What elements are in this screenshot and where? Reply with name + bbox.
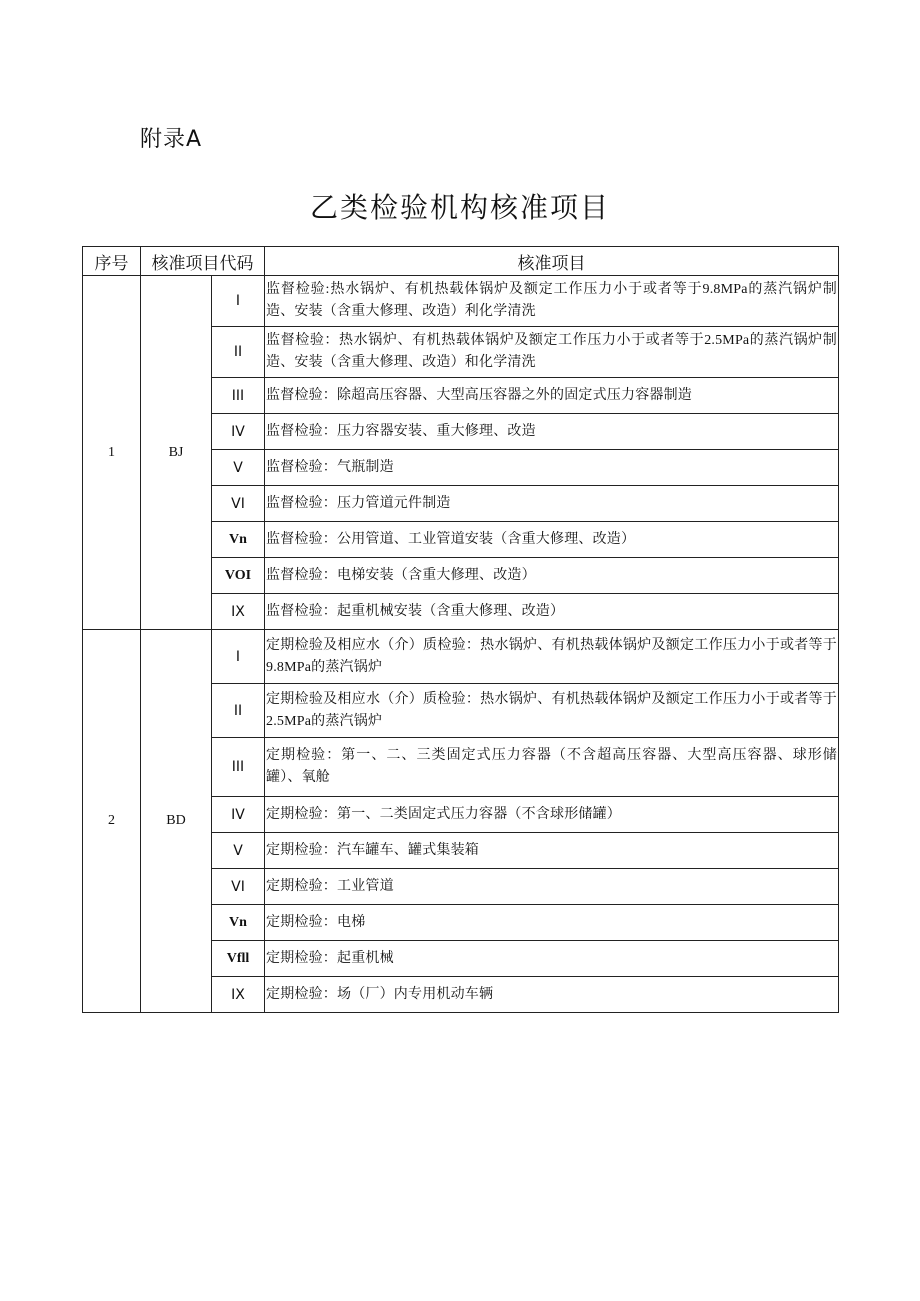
- sub-code: III: [212, 738, 265, 797]
- item-text: 监督检验：压力管道元件制造: [265, 486, 839, 522]
- item-text: 监督检验：热水锅炉、有机热载体锅炉及额定工作压力小于或者等于2.5MPa的蒸汽锅炉制造、安装（含重大修理、改造）和化学清洗: [265, 327, 839, 378]
- item-text: 定期检验：第一、二、三类固定式压力容器（不含超高压容器、大型高压容器、球形储罐）、氧舱: [265, 738, 839, 797]
- item-text: 定期检验及相应水（介）质检验：热水锅炉、有机热载体锅炉及额定工作压力小于或者等于9.8MPa的蒸汽锅炉: [265, 630, 839, 684]
- item-text: 定期检验：起重机械: [265, 941, 839, 977]
- sub-code: I: [212, 276, 265, 327]
- table-row: [83, 630, 839, 684]
- item-text: 监督检验：电梯安装（含重大修理、改造）: [265, 558, 839, 594]
- item-text: 定期检验：工业管道: [265, 869, 839, 905]
- appendix-label: 附录A: [140, 127, 203, 152]
- sub-code: VOI: [212, 558, 265, 594]
- group-code: BD: [141, 630, 212, 1013]
- sub-code: IV: [212, 797, 265, 833]
- item-text: 定期检验及相应水（介）质检验：热水锅炉、有机热载体锅炉及额定工作压力小于或者等于2.5MPa的蒸汽锅炉: [265, 684, 839, 738]
- item-text: 监督检验：气瓶制造: [265, 450, 839, 486]
- sub-code: VI: [212, 486, 265, 522]
- sub-code: Vn: [212, 905, 265, 941]
- sub-code: I: [212, 630, 265, 684]
- item-text: 监督检验：除超高压容器、大型高压容器之外的固定式压力容器制造: [265, 378, 839, 414]
- item-text: 定期检验：第一、二类固定式压力容器（不含球形储罐）: [265, 797, 839, 833]
- item-text: 监督检验：压力容器安装、重大修理、改造: [265, 414, 839, 450]
- sub-code: IV: [212, 414, 265, 450]
- item-text: 定期检验：汽车罐车、罐式集装箱: [265, 833, 839, 869]
- group-seq: 2: [83, 630, 141, 1013]
- item-text: 定期检验：电梯: [265, 905, 839, 941]
- sub-code: IX: [212, 594, 265, 630]
- sub-code: V: [212, 450, 265, 486]
- table-header-row: [83, 247, 839, 276]
- sub-code: VI: [212, 869, 265, 905]
- item-text: 监督检验:热水锅炉、有机热载体锅炉及额定工作压力小于或者等于9.8MPa的蒸汽锅炉制造、安装（含重大修理、改造）利化学清洗: [265, 276, 839, 327]
- header-item: 核准项目: [265, 247, 839, 276]
- sub-code: Vfll: [212, 941, 265, 977]
- item-text: 定期检验：场（厂）内专用机动车辆: [265, 977, 839, 1013]
- approval-items-table: [82, 246, 839, 1013]
- sub-code: V: [212, 833, 265, 869]
- sub-code: IX: [212, 977, 265, 1013]
- sub-code: II: [212, 327, 265, 378]
- group-code: BJ: [141, 276, 212, 630]
- header-code: 核准项目代码: [141, 247, 265, 276]
- table-row: [83, 276, 839, 327]
- group-seq: 1: [83, 276, 141, 630]
- item-text: 监督检验：起重机械安装（含重大修理、改造）: [265, 594, 839, 630]
- sub-code: III: [212, 378, 265, 414]
- sub-code: II: [212, 684, 265, 738]
- header-seq: 序号: [83, 247, 141, 276]
- sub-code: Vn: [212, 522, 265, 558]
- item-text: 监督检验：公用管道、工业管道安装（含重大修理、改造）: [265, 522, 839, 558]
- page-title: 乙类检验机构核准项目: [309, 191, 610, 224]
